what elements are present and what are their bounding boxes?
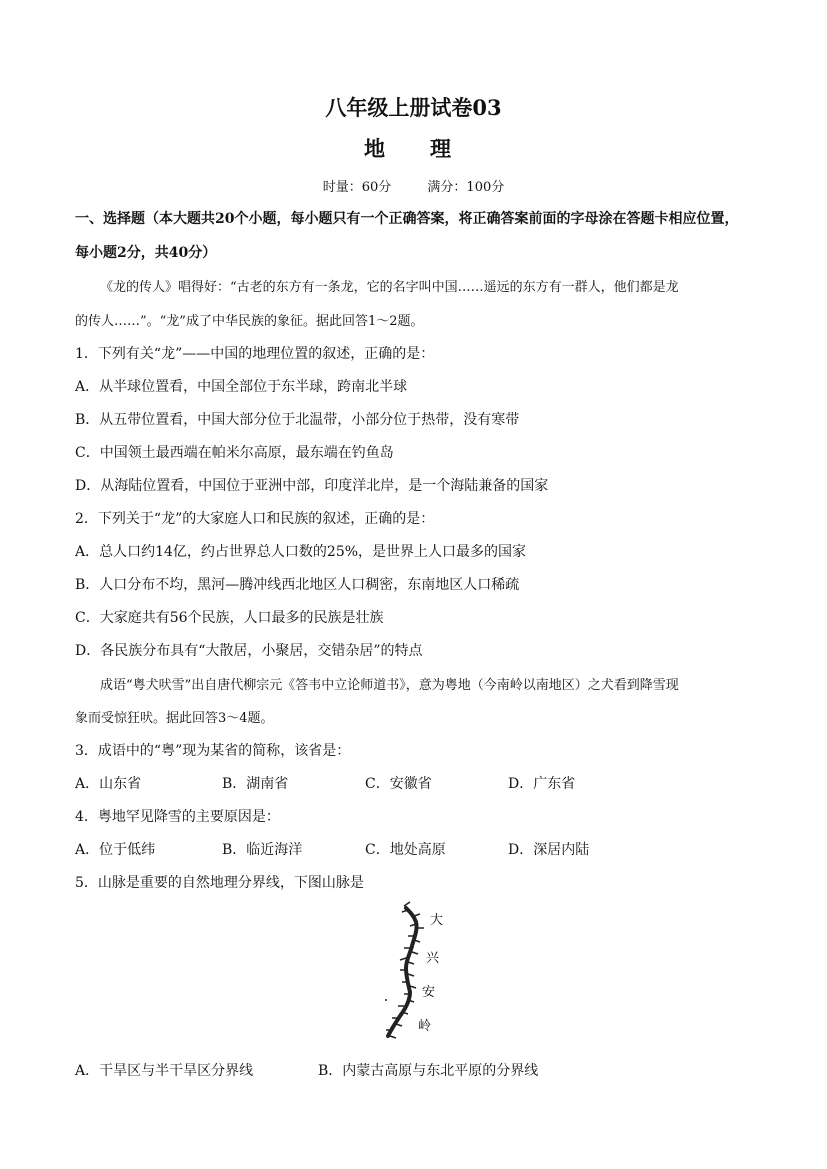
passage1-line1: 《龙的传人》唱得好：“古老的东方有一条龙，它的名字叫中国……遥远的东方有一群人，他们都是龙: [100, 280, 679, 295]
q2-option-c: C．大家庭共有56个民族，人口最多的民族是壮族: [75, 610, 384, 626]
q4-option-a: A．位于低纬: [75, 842, 156, 858]
mountain-ridge: [388, 908, 417, 1036]
q1-option-d: D．从海陆位置看，中国位于亚洲中部，印度洋北岸，是一个海陆兼备的国家: [75, 478, 549, 494]
q4-option-d: D．深居内陆: [508, 842, 590, 858]
q4-stem: 4．粤地罕见降雪的主要原因是：: [75, 809, 280, 825]
q4-option-c: C．地处高原: [365, 842, 446, 858]
q3-option-c: C．安徽省: [365, 776, 432, 792]
time-limit: 时量：60分: [322, 180, 392, 195]
section-heading-cont: 每小题2分，共40分）: [75, 245, 217, 261]
map-label-2: 兴: [426, 951, 440, 966]
q5-option-b: B．内蒙古高原与东北平原的分界线: [318, 1063, 539, 1079]
map-label-4: 岭: [418, 1019, 432, 1034]
q3-option-d: D．广东省: [508, 776, 576, 792]
q2-option-d: D．各民族分布具有“大散居，小聚居，交错杂居”的特点: [75, 643, 423, 659]
q1-stem: 1．下列有关“龙”——中国的地理位置的叙述，正确的是：: [75, 346, 435, 362]
map-label-1: 大: [430, 913, 444, 928]
subject-title: 地 理: [364, 136, 463, 161]
q5-option-a: A．干旱区与半干旱区分界线: [75, 1063, 254, 1079]
q2-option-b: B．人口分布不均，黑河—腾冲线西北地区人口稠密，东南地区人口稀疏: [75, 577, 520, 593]
exam-title: 八年级上册试卷03: [325, 95, 502, 120]
q4-option-b: B．临近海洋: [222, 842, 303, 858]
exam-meta: [0, 176, 827, 195]
q2-option-a: A．总人口约14亿，约占世界总人口数的25%，是世界上人口最多的国家: [75, 544, 527, 560]
passage2-line2: 象而受惊狂吠。据此回答3～4题。: [75, 711, 274, 726]
passage1-line2: 的传人……”。“龙”成了中华民族的象征。据此回答1～2题。: [75, 314, 424, 329]
q1-option-b: B．从五带位置看，中国大部分位于北温带，小部分位于热带，没有寒带: [75, 412, 520, 428]
mountain-range-map: [370, 898, 460, 1048]
q1-option-a: A．从半球位置看，中国全部位于东半球，跨南北半球: [75, 379, 408, 395]
passage2-line1: 成语“粤犬吠雪”出自唐代柳宗元《答韦中立论师道书》，意为粤地（今南岭以南地区）之犬看到降雪现: [100, 678, 679, 693]
map-label-3: 安: [422, 985, 436, 1000]
mountain-range-figure: [370, 898, 460, 1048]
q1-option-c: C．中国领土最西端在帕米尔高原，最东端在钓鱼岛: [75, 445, 394, 461]
q2-stem: 2．下列关于“龙”的大家庭人口和民族的叙述，正确的是：: [75, 511, 435, 527]
full-score: 满分：100分: [427, 180, 505, 195]
q3-option-b: B．湖南省: [222, 776, 289, 792]
q5-stem: 5．山脉是重要的自然地理分界线，下图山脉是: [75, 875, 364, 891]
section-heading: 一、选择题（本大题共20个小题，每小题只有一个正确答案，将正确答案前面的字母涂在答题卡相应位置，: [75, 211, 739, 227]
q3-stem: 3．成语中的“粤”现为某省的简称，该省是：: [75, 743, 351, 759]
q3-option-a: A．山东省: [75, 776, 142, 792]
